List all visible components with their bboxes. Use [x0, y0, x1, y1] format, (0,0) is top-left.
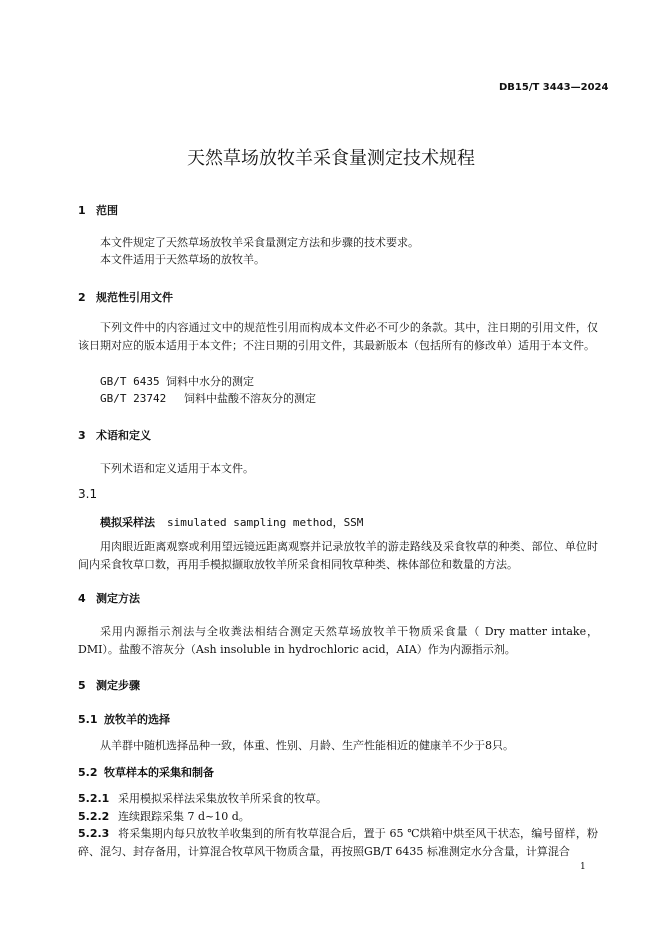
term-entry: [100, 514, 363, 530]
section-2-para-1: 下列文件中的内容通过文中的规范性引用而构成本文件必不可少的条款。其中，注日期的引用文件，仅该日期对应的版本适用于本文件；不注日期的引用文件，其最新版本（包括所有的修改单）适用于本文件。: [78, 321, 598, 352]
page-number: 1: [580, 862, 586, 872]
term-english: simulated sampling method，SSM: [167, 516, 364, 529]
clause-text: 采用模拟采样法采集放牧羊所采食的牧草。: [118, 792, 327, 805]
subsection-5-2-heading: [78, 764, 214, 780]
subsection-title: 放牧羊的选择: [104, 713, 170, 726]
clause-number: 5.2.3: [78, 827, 110, 840]
subsection-5-1-heading: [78, 711, 170, 727]
section-3-para-1: 下列术语和定义适用于本文件。: [100, 462, 254, 475]
clause-number: 5.2.2: [78, 810, 110, 823]
section-2-heading: [78, 289, 173, 305]
term-number: 3.1: [78, 487, 98, 501]
subsection-5-1-para: 从羊群中随机选择品种一致，体重、性别、月龄、生产性能相近的健康羊不少于8只。: [100, 739, 514, 752]
section-title: 测定步骤: [96, 679, 140, 692]
reference-code: GB/T 23742: [100, 392, 167, 405]
clause-item: [78, 825, 598, 860]
reference-code: GB/T 6435: [100, 375, 160, 388]
reference-item: [100, 373, 254, 390]
term-chinese: 模拟采样法: [100, 516, 155, 529]
section-1-para-2: 本文件适用于天然草场的放牧羊。: [100, 253, 265, 266]
section-title: 测定方法: [96, 592, 140, 605]
section-5-heading: [78, 677, 140, 693]
section-number: 4: [78, 592, 86, 605]
clause-item: [78, 790, 327, 806]
subsection-number: 5.1: [78, 713, 98, 726]
clause-number: 5.2.1: [78, 792, 110, 805]
reference-item: [100, 390, 316, 407]
section-1-para-1: 本文件规定了天然草场放牧羊采食量测定方法和步骤的技术要求。: [100, 236, 419, 249]
section-4-heading: [78, 590, 140, 606]
reference-name: 饲料中水分的测定: [166, 375, 254, 388]
section-4-para-1: 采用内源指示剂法与全收粪法相结合测定天然草场放牧羊干物质采食量（ Dry matter intake，DMI）。盐酸不溶灰分（Ash insoluble in hydrochloric acid，AIA）作为内源指示剂。: [78, 625, 598, 656]
standard-number: DB15/T 3443—2024: [499, 82, 609, 93]
subsection-number: 5.2: [78, 766, 98, 779]
term-definition: 用肉眼近距离观察或利用望远镜远距离观察并记录放牧羊的游走路线及采食牧草的种类、部位、单位时间内采食牧草口数，再用手模拟撷取放牧羊所采食相同牧草种类、株体部位和数量的方法。: [78, 540, 598, 571]
clause-item: [78, 808, 250, 824]
section-number: 3: [78, 429, 86, 442]
section-title: 规范性引用文件: [96, 291, 173, 304]
section-number: 1: [78, 204, 86, 217]
section-number: 2: [78, 291, 86, 304]
section-title: 范围: [96, 204, 118, 217]
section-title: 术语和定义: [96, 429, 151, 442]
clause-text: 连续跟踪采集 7 d~10 d。: [118, 810, 250, 823]
section-3-heading: [78, 427, 151, 443]
section-number: 5: [78, 679, 86, 692]
clause-text: 将采集期内每只放牧羊收集到的所有牧草混合后，置于 65 ℃烘箱中烘至风干状态，编号留样，粉碎、混匀、封存备用，计算混合牧草风干物质含量，再按照GB/T 6435 标准测定水分含量，计算混合: [78, 827, 598, 858]
reference-name: 饲料中盐酸不溶灰分的测定: [184, 392, 316, 405]
subsection-title: 牧草样本的采集和制备: [104, 766, 214, 779]
document-title: 天然草场放牧羊采食量测定技术规程: [187, 148, 475, 169]
section-1-heading: [78, 202, 118, 218]
